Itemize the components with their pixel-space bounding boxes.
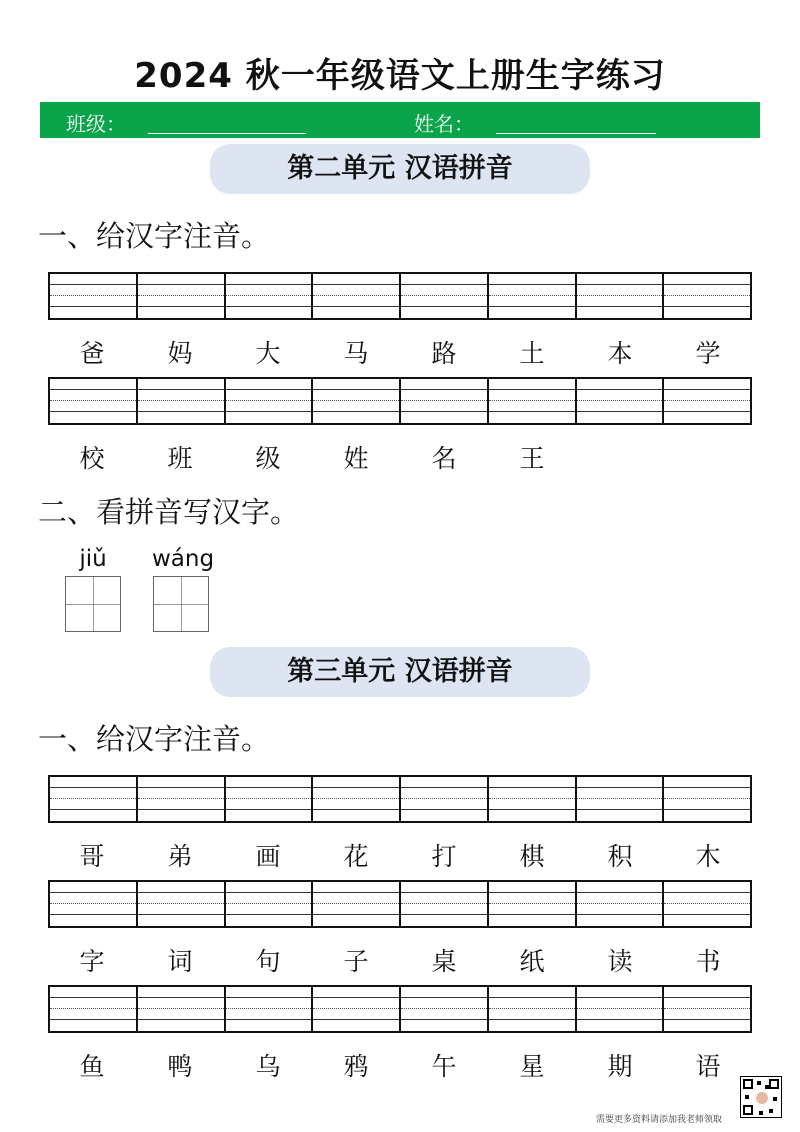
character: 打 [431, 842, 457, 871]
pinyin-cell[interactable] [489, 987, 577, 1031]
character-row [48, 1047, 752, 1083]
pinyin-write-item [152, 542, 215, 632]
pinyin-cell[interactable] [577, 274, 665, 318]
pinyin-write-item [64, 542, 122, 632]
page-title: 2024 秋一年级语文上册生字练习 [134, 56, 666, 96]
pinyin-cell[interactable] [226, 987, 314, 1031]
character: 木 [695, 842, 721, 871]
character: 妈 [167, 339, 193, 368]
character: 书 [695, 947, 721, 976]
pinyin-cell[interactable] [138, 987, 226, 1031]
character: 星 [519, 1052, 545, 1081]
pinyin-cell[interactable] [50, 379, 138, 423]
character: 学 [695, 339, 721, 368]
pinyin-cell[interactable] [489, 379, 577, 423]
character: 姓 [343, 444, 369, 473]
character: 读 [607, 947, 633, 976]
student-info-bar [40, 102, 760, 138]
pinyin-writing-row[interactable] [48, 880, 752, 928]
character: 午 [431, 1052, 457, 1081]
pinyin-writing-row[interactable] [48, 775, 752, 823]
character: 校 [79, 444, 105, 473]
character: 花 [343, 842, 369, 871]
pinyin-cell[interactable] [664, 777, 750, 821]
pinyin-cell[interactable] [401, 777, 489, 821]
pinyin-cell[interactable] [50, 777, 138, 821]
pinyin-cell[interactable] [226, 274, 314, 318]
pinyin-cell[interactable] [138, 777, 226, 821]
pinyin-cell[interactable] [664, 379, 750, 423]
footer-note: 需要更多资料请添加我老师领取 [596, 1115, 723, 1125]
character: 本 [607, 339, 633, 368]
pinyin-cell[interactable] [489, 274, 577, 318]
pinyin-cell[interactable] [138, 274, 226, 318]
pinyin-cell[interactable] [313, 987, 401, 1031]
pinyin-cell[interactable] [313, 882, 401, 926]
pinyin-writing-row[interactable] [48, 985, 752, 1033]
pinyin-cell[interactable] [577, 987, 665, 1031]
pinyin-cell[interactable] [226, 379, 314, 423]
unit2-heading: 第二单元 汉语拼音 [210, 144, 590, 194]
character: 级 [255, 444, 281, 473]
character: 词 [167, 947, 193, 976]
character: 爸 [79, 339, 105, 368]
pinyin-cell[interactable] [313, 777, 401, 821]
character: 路 [431, 339, 457, 368]
character: 纸 [519, 947, 545, 976]
pinyin-cell[interactable] [489, 777, 577, 821]
tianzige-box[interactable] [153, 576, 209, 632]
character: 子 [343, 947, 369, 976]
character: 马 [343, 339, 369, 368]
character-row [48, 837, 752, 873]
character: 哥 [79, 842, 105, 871]
character: 鸦 [343, 1052, 369, 1081]
pinyin-cell[interactable] [138, 882, 226, 926]
character: 班 [167, 444, 193, 473]
pinyin-writing-row[interactable] [48, 377, 752, 425]
pinyin-cell[interactable] [577, 379, 665, 423]
character: 句 [255, 947, 281, 976]
pinyin-cell[interactable] [138, 379, 226, 423]
unit2-question2: 二、看拼音写汉字。 [38, 495, 300, 529]
character: 语 [695, 1052, 721, 1081]
pinyin-cell[interactable] [489, 882, 577, 926]
pinyin-cell[interactable] [50, 987, 138, 1031]
pinyin-cell[interactable] [50, 274, 138, 318]
pinyin-cell[interactable] [664, 987, 750, 1031]
class-label: 班级： [66, 112, 126, 136]
pinyin-cell[interactable] [313, 379, 401, 423]
character: 大 [255, 339, 281, 368]
character: 名 [431, 444, 457, 473]
pinyin-cell[interactable] [577, 777, 665, 821]
unit3-question1: 一、给汉字注音。 [38, 722, 271, 756]
character-row [48, 334, 752, 370]
character: 弟 [167, 842, 193, 871]
character: 鱼 [79, 1052, 105, 1081]
name-label: 姓名： [414, 112, 474, 136]
character: 桌 [431, 947, 457, 976]
pinyin-cell[interactable] [401, 379, 489, 423]
pinyin-cell[interactable] [664, 274, 750, 318]
pinyin-cell[interactable] [50, 882, 138, 926]
name-field[interactable] [496, 133, 656, 134]
pinyin-cell[interactable] [226, 777, 314, 821]
unit2-question1: 一、给汉字注音。 [38, 219, 271, 253]
character-row [48, 439, 752, 475]
pinyin-cell[interactable] [577, 882, 665, 926]
qr-code-icon [740, 1076, 782, 1118]
pinyin-cell[interactable] [226, 882, 314, 926]
unit3-heading: 第三单元 汉语拼音 [210, 647, 590, 697]
character: 棋 [519, 842, 545, 871]
character: 画 [255, 842, 281, 871]
pinyin-prompt: jiǔ [79, 546, 107, 572]
pinyin-cell[interactable] [664, 882, 750, 926]
pinyin-writing-row[interactable] [48, 272, 752, 320]
pinyin-prompt: wáng [152, 546, 215, 572]
character-row [48, 942, 752, 978]
class-field[interactable] [148, 133, 306, 134]
pinyin-cell[interactable] [401, 882, 489, 926]
character: 积 [607, 842, 633, 871]
character: 鸭 [167, 1052, 193, 1081]
character: 土 [519, 339, 545, 368]
character: 期 [607, 1052, 633, 1081]
character: 字 [79, 947, 105, 976]
pinyin-cell[interactable] [401, 274, 489, 318]
pinyin-cell[interactable] [313, 274, 401, 318]
character: 乌 [255, 1052, 281, 1081]
character: 王 [519, 444, 545, 473]
pinyin-cell[interactable] [401, 987, 489, 1031]
tianzige-box[interactable] [65, 576, 121, 632]
